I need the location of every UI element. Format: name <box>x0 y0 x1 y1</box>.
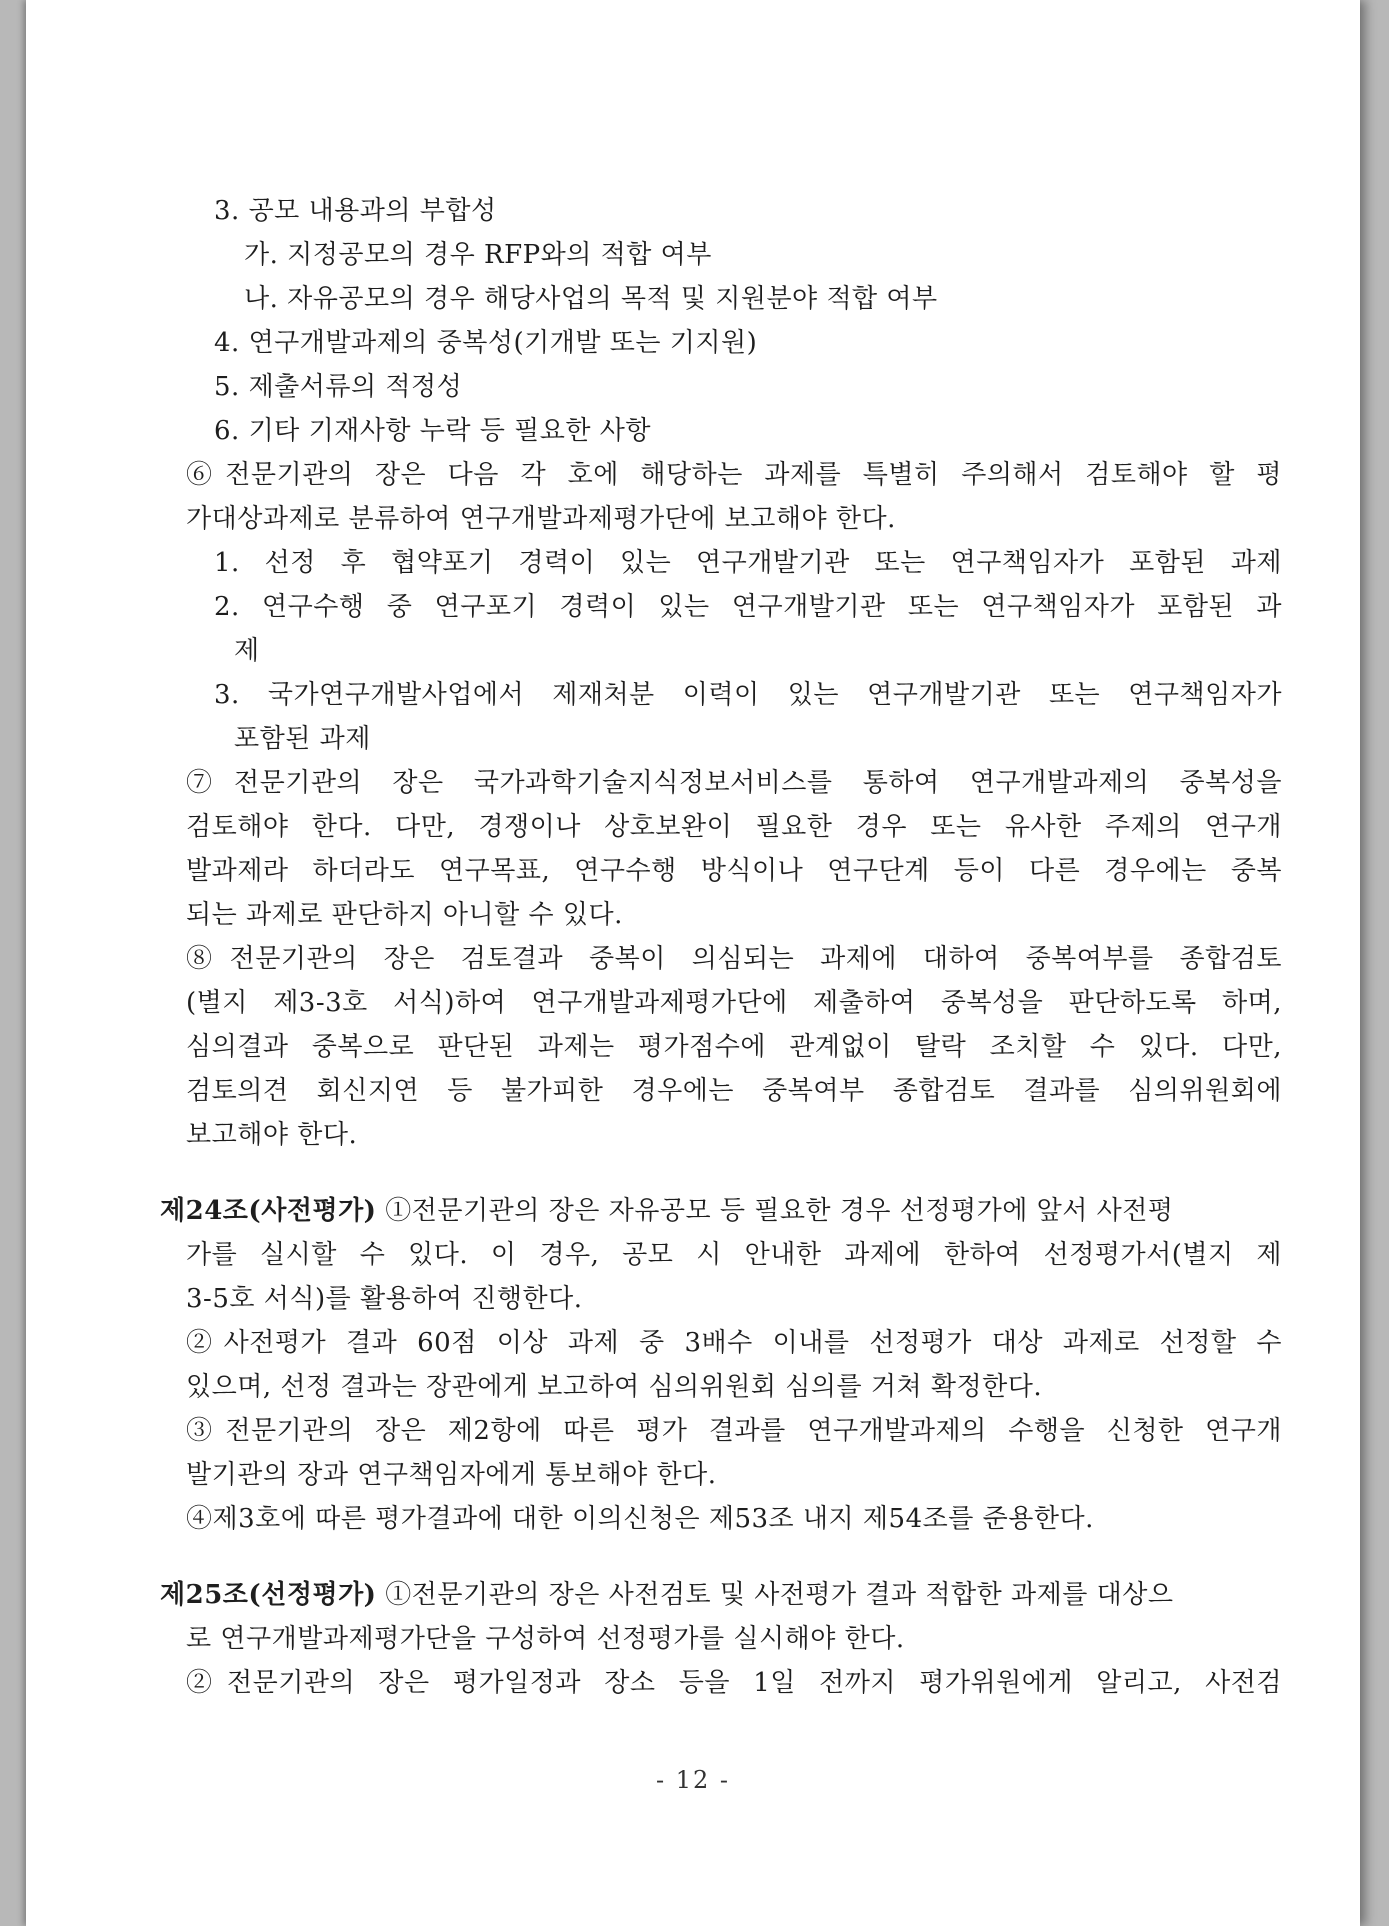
text-line: ①전문기관의 장은 사전검토 및 사전평가 결과 적합한 과제를 대상으 <box>376 1580 1174 1610</box>
article-24-line <box>160 1196 1282 1226</box>
text-line: 3-5호 서식)를 활용하여 진행한다. <box>186 1284 583 1314</box>
text-line: 1. 선정 후 협약포기 경력이 있는 연구개발기관 또는 연구책임자가 포함된 과제 <box>214 548 1282 578</box>
text-line: ③전문기관의 장은 제2항에 따른 평가 결과를 연구개발과제의 수행을 신청한 연구개 <box>186 1416 1282 1446</box>
text-line: 가. 지정공모의 경우 RFP와의 적합 여부 <box>244 240 712 270</box>
text-line: ⑦전문기관의 장은 국가과학기술지식정보서비스를 통하여 연구개발과제의 중복성을 <box>186 768 1282 798</box>
text-line: ②사전평가 결과 60점 이상 과제 중 3배수 이내를 선정평가 대상 과제로 선정할 수 <box>186 1328 1282 1358</box>
text-line: 되는 과제로 판단하지 아니할 수 있다. <box>186 900 623 930</box>
text-line: 보고해야 한다. <box>186 1120 358 1150</box>
text-line: 발기관의 장과 연구책임자에게 통보해야 한다. <box>186 1460 717 1490</box>
article-heading: 제25조(선정평가) <box>160 1580 377 1610</box>
text-line: 3. 국가연구개발사업에서 제재처분 이력이 있는 연구개발기관 또는 연구책임자가 <box>214 680 1282 710</box>
document-page <box>26 0 1360 1926</box>
article-heading: 제24조(사전평가) <box>160 1196 377 1226</box>
article-25-line <box>160 1580 1282 1610</box>
text-line: 포함된 과제 <box>234 724 371 754</box>
page-number: - 12 - <box>655 1766 730 1794</box>
text-line: 검토의견 회신지연 등 불가피한 경우에는 중복여부 종합검토 결과를 심의위원회에 <box>186 1076 1282 1106</box>
text-line: 가를 실시할 수 있다. 이 경우, 공모 시 안내한 과제에 한하여 선정평가서(별지 제 <box>186 1240 1282 1270</box>
text-line: ④제3호에 따른 평가결과에 대한 이의신청은 제53조 내지 제54조를 준용한다. <box>186 1504 1094 1534</box>
text-line: 가대상과제로 분류하여 연구개발과제평가단에 보고해야 한다. <box>186 504 896 534</box>
text-line: 있으며, 선정 결과는 장관에게 보고하여 심의위원회 심의를 거쳐 확정한다. <box>186 1372 1043 1402</box>
text-line: 제 <box>234 636 260 666</box>
text-line: ①전문기관의 장은 자유공모 등 필요한 경우 선정평가에 앞서 사전평 <box>376 1196 1174 1226</box>
text-line: 5. 제출서류의 적정성 <box>214 372 463 402</box>
text-line: 4. 연구개발과제의 중복성(기개발 또는 기지원) <box>214 328 758 358</box>
text-line: ⑧전문기관의 장은 검토결과 중복이 의심되는 과제에 대하여 중복여부를 종합검토 <box>186 944 1282 974</box>
text-line: 6. 기타 기재사항 누락 등 필요한 사항 <box>214 416 652 446</box>
text-line: (별지 제3-3호 서식)하여 연구개발과제평가단에 제출하여 중복성을 판단하도록 하며, <box>186 988 1282 1018</box>
text-line: 2. 연구수행 중 연구포기 경력이 있는 연구개발기관 또는 연구책임자가 포함된 과 <box>214 592 1282 622</box>
text-line: 검토해야 한다. 다만, 경쟁이나 상호보완이 필요한 경우 또는 유사한 주제의 연구개 <box>186 812 1282 842</box>
text-line: 로 연구개발과제평가단을 구성하여 선정평가를 실시해야 한다. <box>186 1624 905 1654</box>
text-line: ②전문기관의 장은 평가일정과 장소 등을 1일 전까지 평가위원에게 알리고, 사전검 <box>186 1668 1282 1698</box>
text-line: 발과제라 하더라도 연구목표, 연구수행 방식이나 연구단계 등이 다른 경우에는 중복 <box>186 856 1282 886</box>
text-line: 심의결과 중복으로 판단된 과제는 평가점수에 관계없이 탈락 조치할 수 있다. 다만, <box>186 1032 1282 1062</box>
text-line: ⑥전문기관의 장은 다음 각 호에 해당하는 과제를 특별히 주의해서 검토해야 할 평 <box>186 460 1282 490</box>
text-line: 나. 자유공모의 경우 해당사업의 목적 및 지원분야 적합 여부 <box>244 284 938 314</box>
text-line: 3. 공모 내용과의 부합성 <box>214 196 497 226</box>
